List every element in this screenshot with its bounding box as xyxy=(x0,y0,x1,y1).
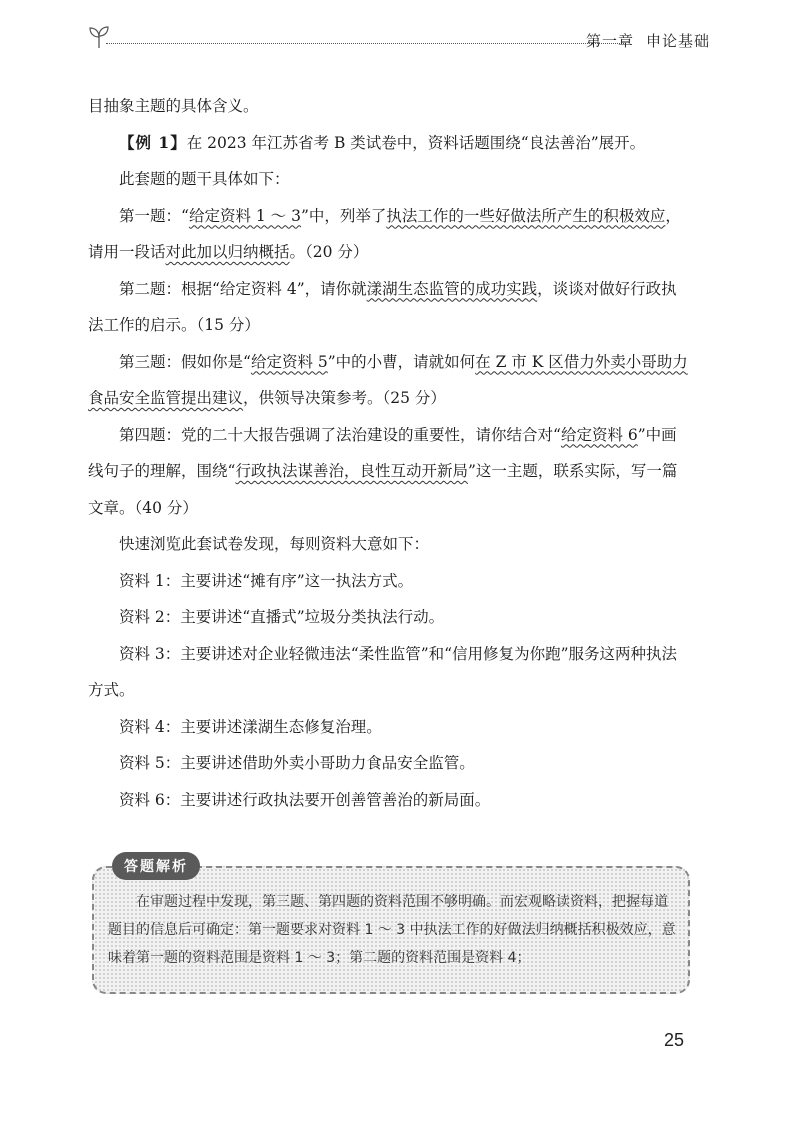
material-item: 资料 6：主要讲述行政执法要开创善管善治的新局面。 xyxy=(119,790,491,809)
material-item: 资料 1：主要讲述“摊有序”这一执法方式。 xyxy=(119,571,414,590)
question-2: 第二题：根据“给定资料 4”，请你就漾湖生态监管的成功实践，谈谈对做好行政执法工作的启示。（15 分） xyxy=(88,279,677,334)
material-item: 资料 2：主要讲述“直播式”垃圾分类执法行动。 xyxy=(119,608,445,626)
material-item: 资料 5：主要讲述借助外卖小哥助力食品安全监管。 xyxy=(119,754,475,772)
chapter-title xyxy=(586,30,710,51)
example-paragraph: 【例 1】在 2023 年江苏省考 B 类试卷中，资料话题围绕“良法善治”展开。 xyxy=(119,132,646,152)
material-item: 资料 3：主要讲述对企业轻微违法“柔性监管”和“信用修复为你跑”服务这两种执法方式。 xyxy=(88,644,677,699)
material-item: 资料 4：主要讲述漾湖生态修复治理。 xyxy=(119,717,382,736)
chapter-number: 第一章 xyxy=(585,32,634,50)
chapter-name: 申论基础 xyxy=(645,32,710,50)
page-header xyxy=(88,24,710,54)
question-1: 第一题：“给定资料 1 ～ 3”中，列举了执法工作的一些好做法所产生的积极效应，请用一段话对此加以归纳概括。（20 分） xyxy=(88,206,681,261)
analysis-box xyxy=(92,859,690,994)
continuation-line: 目抽象主题的具体含义。 xyxy=(88,97,259,115)
question-3: 第三题：假如你是“给定资料 5”中的小曹，请就如何在 Z 市 K 区借力外卖小哥助力食品安全监管提出建议，供领导决策参考。（25 分） xyxy=(88,352,688,407)
analysis-text: 在审题过程中发现，第三题、第四题的资料范围不够明确。而宏观略读资料，把握每道题目的信息后可确定：第一题要求对资料 1 ～ 3 中执法工作的好做法归纳概括积极效应，意味着第一题的资料范围是资料 1 ～ 3；第二题的资料范围是资料 4； xyxy=(108,894,676,966)
overview-paragraph: 快速浏览此套试卷发现，每则资料大意如下： xyxy=(119,535,430,553)
analysis-badge: 答题解析 xyxy=(112,852,200,880)
body-text xyxy=(88,88,690,818)
example-label: 【例 1】 xyxy=(119,132,187,152)
question-4: 第四题：党的二十大报告强调了法治建设的重要性，请你结合对“给定资料 6”中画线句子的理解，围绕“行政执法谋善治，良性互动开新局”这一主题，联系实际，写一篇文章。（40 分） xyxy=(88,425,678,517)
page-number: 25 xyxy=(664,1030,685,1050)
header-divider xyxy=(106,43,626,44)
sprout-icon xyxy=(88,24,110,50)
intro-paragraph: 此套题的题干具体如下： xyxy=(119,170,290,188)
